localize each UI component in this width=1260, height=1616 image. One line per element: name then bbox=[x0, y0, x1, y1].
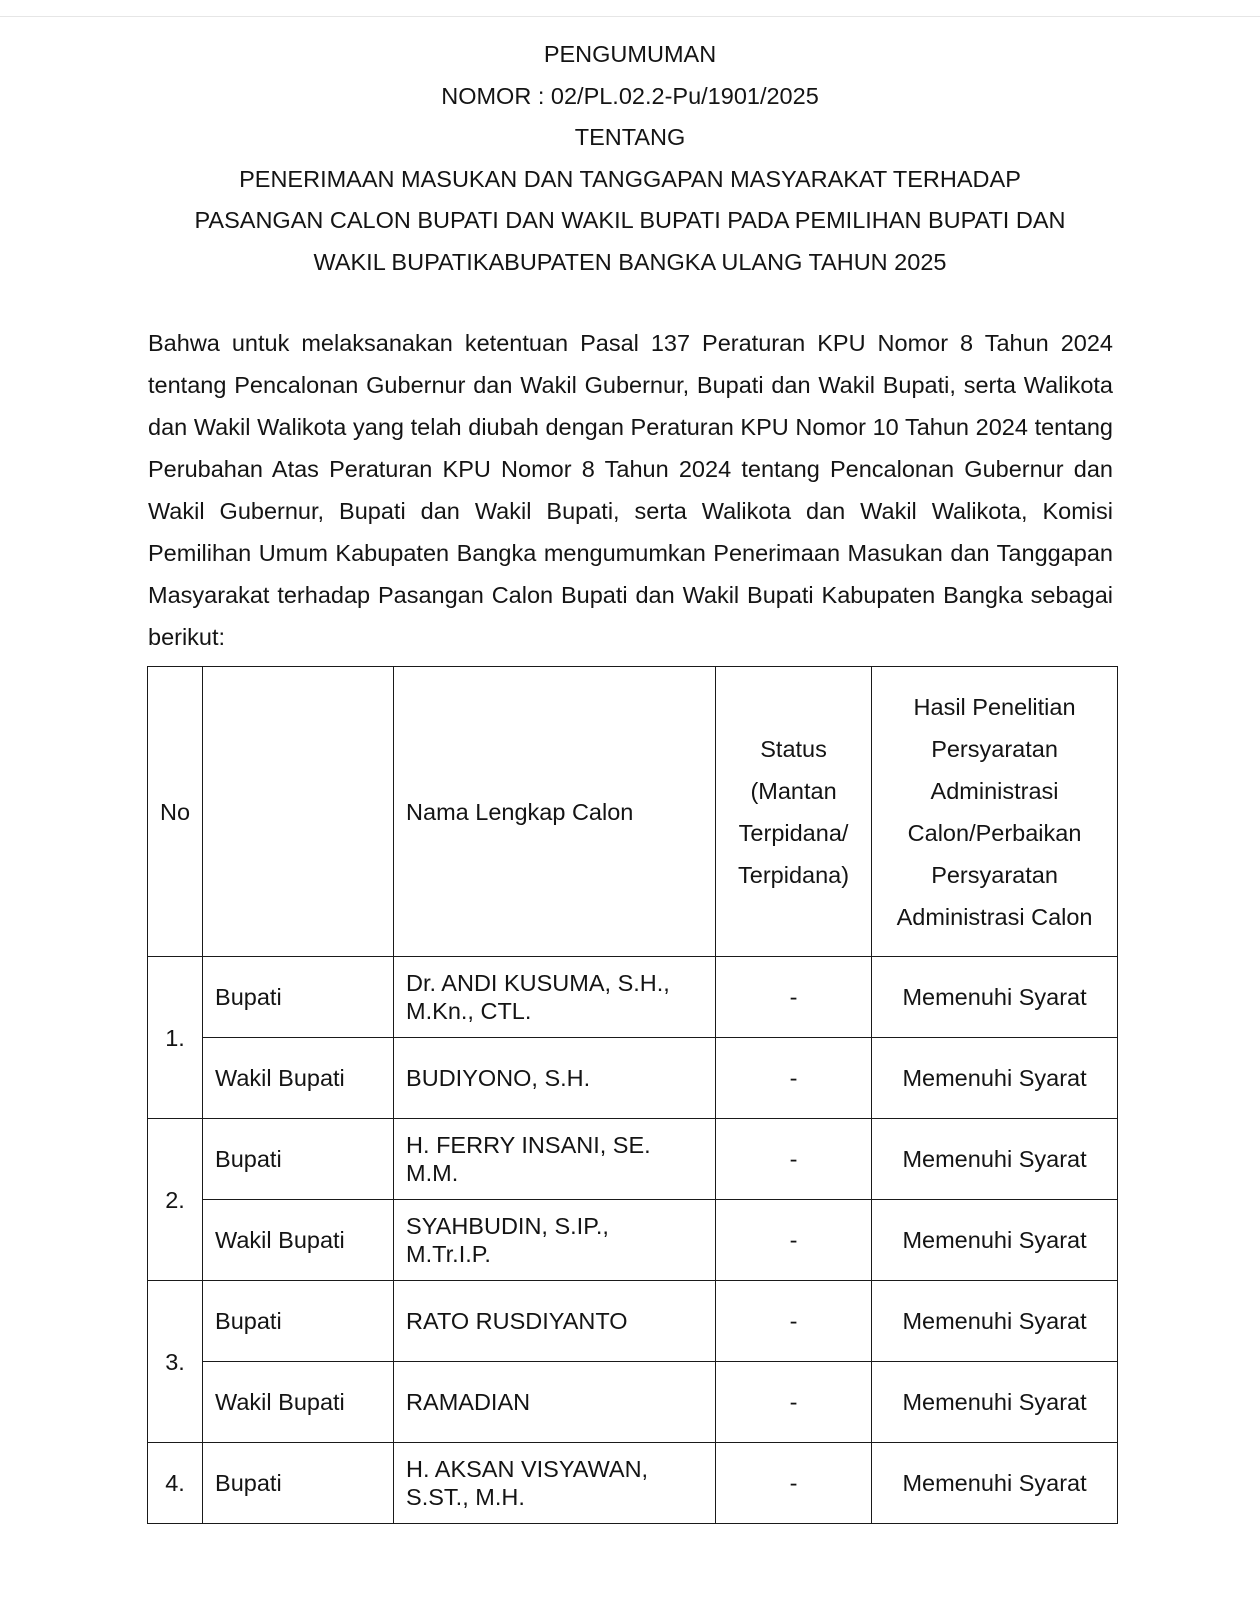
intro-paragraph: Bahwa untuk melaksanakan ketentuan Pasal 137 Peraturan KPU Nomor 8 Tahun 2024 tentang Pencalonan Gubernur dan Wakil Gubernur, Bupati dan Wakil Bupati, serta Walikota dan Wakil Walikota yang telah diubah dengan Peraturan KPU Nomor 10 Tahun 2024 tentang Perubahan Atas Peraturan KPU Nomor 8 Tahun 2024 tentang Pencalonan Gubernur dan Wakil Gubernur, Bupati dan Wakil Bupati, serta Walikota dan Wakil Walikota, Komisi Pemilihan Umum Kabupaten Bangka mengumumkan Penerimaan Masukan dan Tanggapan Masyarakat terhadap Pasangan Calon Bupati dan Wakil Bupati Kabupaten Bangka sebagai berikut: bbox=[148, 330, 1113, 650]
row-hasil: Memenuhi Syarat bbox=[872, 1200, 1118, 1281]
row-nama bbox=[394, 1362, 716, 1443]
row-nama bbox=[394, 957, 716, 1038]
heading-subject-3: WAKIL BUPATIKABUPATEN BANGKA ULANG TAHUN 2025 bbox=[313, 248, 947, 275]
nama-line: SYAHBUDIN, S.IP., bbox=[406, 1213, 609, 1239]
row-nama bbox=[394, 1200, 716, 1281]
nama-line: S.ST., M.H. bbox=[406, 1484, 525, 1510]
row-hasil: Memenuhi Syarat bbox=[872, 1281, 1118, 1362]
row-status: - bbox=[716, 1038, 872, 1119]
row-jabatan: Wakil Bupati bbox=[203, 1200, 394, 1281]
top-divider bbox=[0, 16, 1260, 17]
row-hasil: Memenuhi Syarat bbox=[872, 957, 1118, 1038]
table-row bbox=[148, 1038, 1118, 1119]
heading-number: NOMOR : 02/PL.02.2-Pu/1901/2025 bbox=[441, 82, 819, 109]
heading-title: PENGUMUMAN bbox=[543, 41, 717, 67]
table-row bbox=[148, 1119, 1118, 1200]
header-hasil-line: Administrasi bbox=[930, 777, 1059, 804]
nama-line: H. AKSAN VISYAWAN, bbox=[406, 1456, 649, 1482]
row-number: 4. bbox=[148, 1443, 203, 1524]
header-no: No bbox=[148, 667, 203, 957]
row-status: - bbox=[716, 1281, 872, 1362]
nama-line: BUDIYONO, S.H. bbox=[406, 1065, 591, 1091]
heading-subject-2: PASANGAN CALON BUPATI DAN WAKIL BUPATI PADA PEMILIHAN BUPATI DAN bbox=[194, 207, 1066, 233]
header-nama: Nama Lengkap Calon bbox=[394, 667, 716, 957]
table-row bbox=[148, 1281, 1118, 1362]
row-nama bbox=[394, 1281, 716, 1362]
header-hasil bbox=[872, 667, 1118, 957]
table-header-row bbox=[148, 667, 1118, 957]
row-status: - bbox=[716, 1443, 872, 1524]
row-jabatan: Bupati bbox=[203, 1281, 394, 1362]
row-jabatan: Bupati bbox=[203, 1119, 394, 1200]
row-nama bbox=[394, 1119, 716, 1200]
row-nama bbox=[394, 1038, 716, 1119]
row-hasil: Memenuhi Syarat bbox=[872, 1362, 1118, 1443]
row-number: 1. bbox=[148, 957, 203, 1119]
header-jabatan bbox=[203, 667, 394, 957]
table-row bbox=[148, 1362, 1118, 1443]
heading-subject-1: PENERIMAAN MASUKAN DAN TANGGAPAN MASYARAKAT TERHADAP bbox=[239, 165, 1021, 192]
row-status: - bbox=[716, 1362, 872, 1443]
row-jabatan: Wakil Bupati bbox=[203, 1362, 394, 1443]
table-row bbox=[148, 1200, 1118, 1281]
nama-line: M.M. bbox=[406, 1160, 459, 1186]
row-jabatan: Bupati bbox=[203, 1443, 394, 1524]
announcement-heading bbox=[0, 34, 1260, 283]
row-number: 3. bbox=[148, 1281, 203, 1443]
table-row bbox=[148, 957, 1118, 1038]
header-hasil-line: Persyaratan bbox=[931, 735, 1058, 762]
nama-line: RATO RUSDIYANTO bbox=[406, 1308, 628, 1334]
nama-line: RAMADIAN bbox=[406, 1389, 531, 1415]
heading-about: TENTANG bbox=[574, 124, 686, 150]
header-status-line: Terpidana/ bbox=[738, 819, 849, 846]
header-status-line: (Mantan bbox=[750, 777, 837, 804]
row-hasil: Memenuhi Syarat bbox=[872, 1119, 1118, 1200]
row-status: - bbox=[716, 1119, 872, 1200]
row-jabatan: Wakil Bupati bbox=[203, 1038, 394, 1119]
row-hasil: Memenuhi Syarat bbox=[872, 1443, 1118, 1524]
row-status: - bbox=[716, 1200, 872, 1281]
row-jabatan: Bupati bbox=[203, 957, 394, 1038]
nama-line: H. FERRY INSANI, SE. bbox=[406, 1132, 651, 1158]
header-hasil-line: Calon/Perbaikan bbox=[907, 819, 1082, 846]
header-hasil-line: Persyaratan bbox=[931, 861, 1058, 888]
row-status: - bbox=[716, 957, 872, 1038]
row-number: 2. bbox=[148, 1119, 203, 1281]
row-hasil: Memenuhi Syarat bbox=[872, 1038, 1118, 1119]
header-status-line: Status bbox=[760, 735, 827, 762]
nama-line: M.Kn., CTL. bbox=[406, 998, 532, 1024]
header-hasil-line: Administrasi Calon bbox=[896, 903, 1093, 930]
nama-line: M.Tr.I.P. bbox=[406, 1241, 491, 1267]
table-row bbox=[148, 1443, 1118, 1524]
nama-line: Dr. ANDI KUSUMA, S.H., bbox=[406, 970, 670, 996]
candidate-table bbox=[147, 666, 1118, 1524]
header-hasil-line: Hasil Penelitian bbox=[913, 693, 1076, 720]
header-status bbox=[716, 667, 872, 957]
row-nama bbox=[394, 1443, 716, 1524]
header-status-line: Terpidana) bbox=[738, 861, 850, 888]
